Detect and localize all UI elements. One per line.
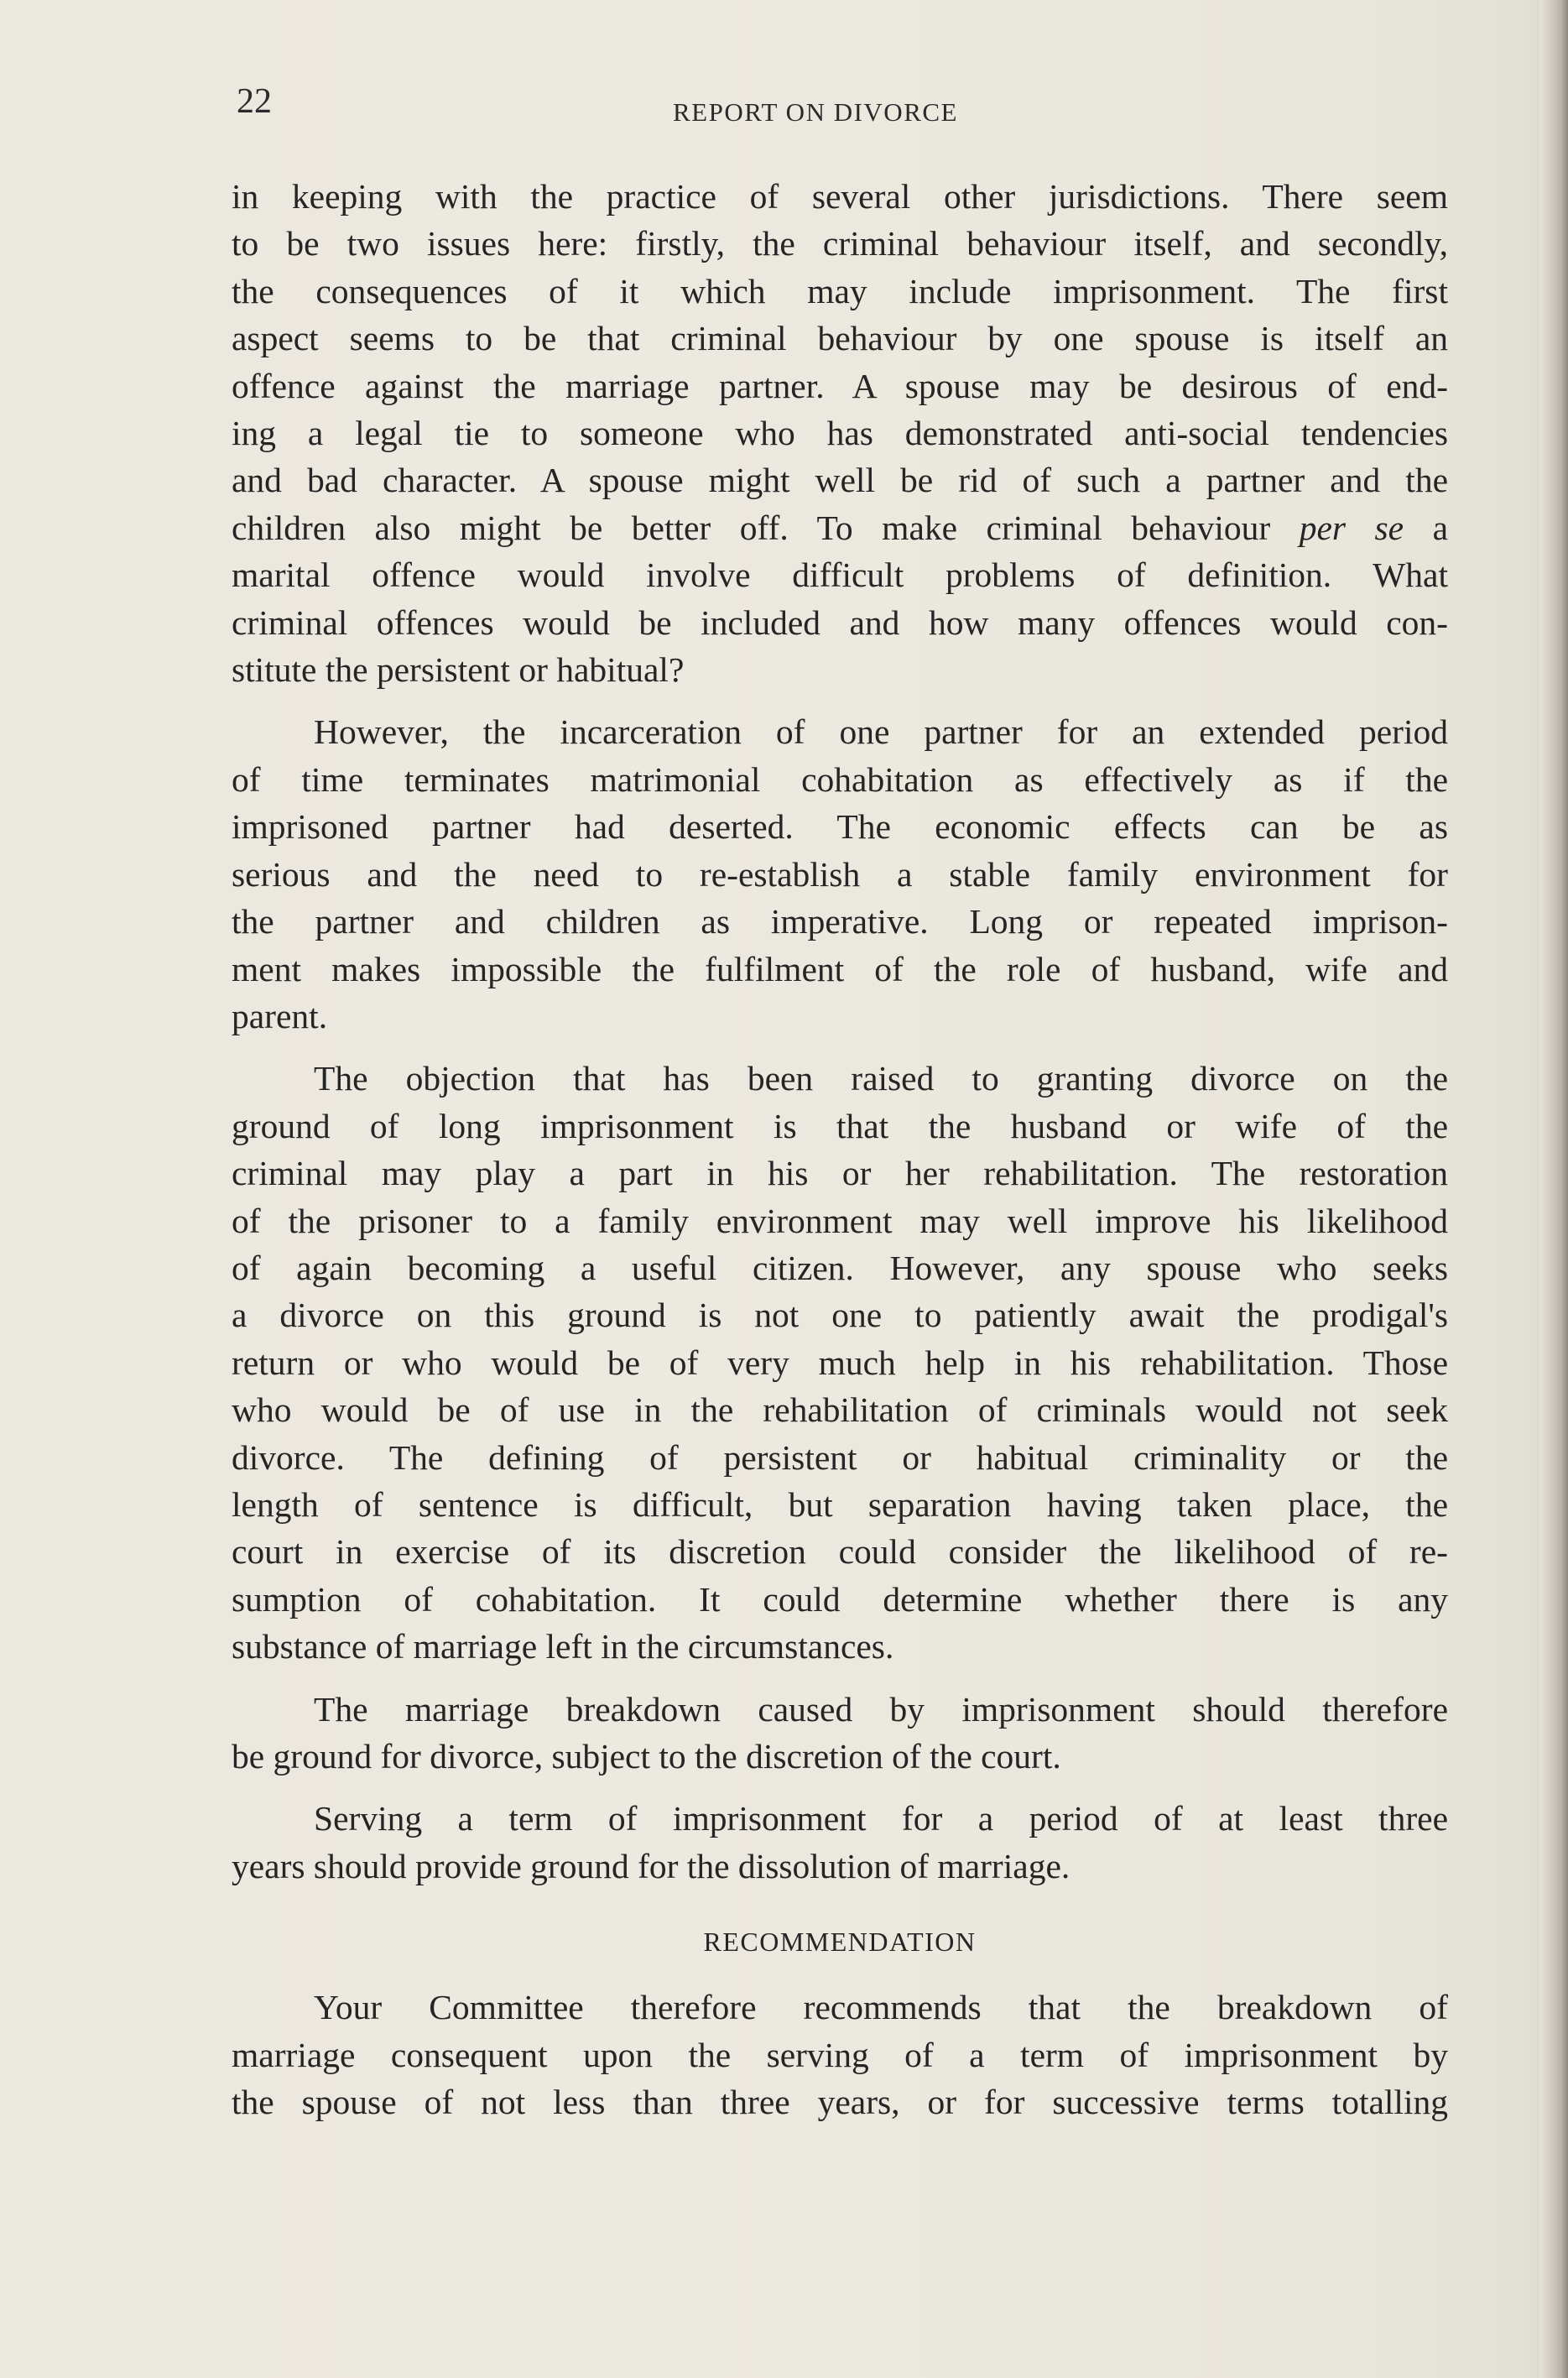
running-head: REPORT ON DIVORCE bbox=[673, 97, 958, 127]
text-line: marriage consequent upon the serving of a term of imprisonment by bbox=[232, 2035, 1448, 2074]
text-line: children also might be better off. To make criminal behaviour per se a bbox=[232, 508, 1449, 547]
body-text bbox=[232, 173, 1448, 2141]
text-line: The objection that has been raised to granting divorce on the bbox=[314, 1059, 1448, 1098]
text-line: divorce. The defining of persistent or habitual criminality or the bbox=[232, 1437, 1448, 1477]
text-line: substance of marriage left in the circumstances. bbox=[232, 1627, 894, 1666]
page-number: 22 bbox=[237, 82, 272, 121]
text-line: and bad character. A spouse might well be rid of such a partner and the bbox=[232, 461, 1448, 500]
text-line: court in exercise of its discretion could consider the likelihood of re- bbox=[232, 1532, 1448, 1572]
text-line: offence against the marriage partner. A spouse may be desirous of end- bbox=[232, 366, 1448, 405]
text-line: serious and the need to re-establish a stable family environment for bbox=[232, 854, 1448, 894]
text-line: However, the incarceration of one partner for an extended period bbox=[314, 712, 1448, 752]
text-line: sumption of cohabitation. It could determine whether there is any bbox=[232, 1579, 1448, 1619]
text-line: be ground for divorce, subject to the discretion of the court. bbox=[232, 1737, 1061, 1776]
paragraph-incarceration bbox=[232, 708, 1448, 1040]
text-line: The marriage breakdown caused by imprisonment should therefore bbox=[314, 1689, 1448, 1729]
recommendation-heading: RECOMMENDATION bbox=[703, 1927, 977, 1958]
paragraph-marriage-breakdown bbox=[232, 1686, 1448, 1781]
text-line: criminal offences would be included and how many offences would con- bbox=[232, 602, 1448, 642]
text-line: of time terminates matrimonial cohabitation as effectively as if the bbox=[232, 759, 1448, 799]
paragraph-objection bbox=[232, 1055, 1448, 1670]
text-line: Serving a term of imprisonment for a period of at least three bbox=[314, 1799, 1448, 1838]
text-line: of the prisoner to a family environment may well improve his likelihood bbox=[232, 1201, 1448, 1240]
text-line: marital offence would involve difficult problems of definition. What bbox=[232, 555, 1448, 595]
text-line: stitute the persistent or habitual? bbox=[232, 650, 685, 690]
text-line: the consequences of it which may include imprisonment. The first bbox=[232, 271, 1448, 310]
text-line: to be two issues here: firstly, the criminal behaviour itself, and secondly, bbox=[232, 224, 1448, 263]
paragraph-recommendation bbox=[232, 1984, 1448, 2125]
text-line: imprisoned partner had deserted. The economic effects can be as bbox=[232, 807, 1448, 847]
text-line: of again becoming a useful citizen. However, any spouse who seeks bbox=[232, 1248, 1448, 1287]
text-line: criminal may play a part in his or her rehabilitation. The restoration bbox=[232, 1154, 1448, 1193]
text-line: the spouse of not less than three years, or for successive terms totalling bbox=[232, 2083, 1448, 2122]
text-line: return or who would be of very much help in his rehabilitation. Those bbox=[232, 1343, 1448, 1382]
text-line: ing a legal tie to someone who has demonstrated anti-social tendencies bbox=[232, 414, 1448, 453]
text-line: length of sentence is difficult, but separation having taken place, the bbox=[232, 1484, 1448, 1524]
text-line: ground of long imprisonment is that the husband or wife of the bbox=[232, 1106, 1448, 1145]
text-line: ment makes impossible the fulfilment of the role of husband, wife and bbox=[232, 949, 1448, 988]
text-line: in keeping with the practice of several other jurisdictions. There seem bbox=[232, 177, 1448, 216]
text-line: the partner and children as imperative. Long or repeated imprison- bbox=[232, 902, 1448, 941]
page-binding-edge bbox=[1539, 0, 1568, 2378]
text-line: parent. bbox=[232, 996, 328, 1035]
italic-phrase: per se bbox=[1299, 508, 1404, 547]
text-line: Your Committee therefore recommends that the breakdown of bbox=[314, 1988, 1448, 2027]
text-line: a divorce on this ground is not one to patiently await the prodigal's bbox=[232, 1296, 1448, 1335]
paragraph-criminal-behaviour bbox=[232, 173, 1448, 693]
text-line: who would be of use in the rehabilitation of criminals would not seek bbox=[232, 1390, 1448, 1430]
text-line: years should provide ground for the dissolution of marriage. bbox=[232, 1846, 1071, 1885]
paragraph-three-years bbox=[232, 1795, 1448, 1890]
text-line: aspect seems to be that criminal behaviour by one spouse is itself an bbox=[232, 319, 1448, 358]
